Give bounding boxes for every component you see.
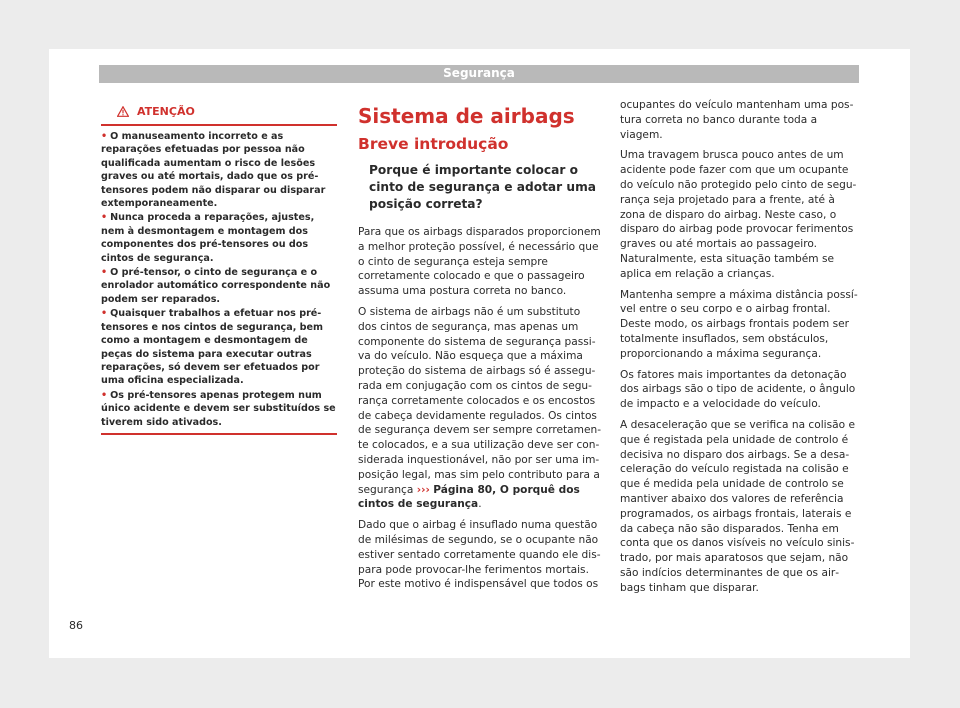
paragraph: ocupantes do veículo mantenham uma postura correta no banco durante toda a viagem.: [620, 99, 854, 141]
bullet-icon: •: [101, 389, 108, 401]
cross-reference-link[interactable]: Página 80, O porquê dos cintos de segurança: [358, 483, 580, 511]
warning-item: • Quaisquer trabalhos a efetuar nos pré-tensores e nos cintos de segurança, bem como a montagem e desmontagem de peças do sistema para executar outras reparações, só devem ser efetuados por uma oficina especializada.: [101, 308, 324, 387]
question-heading: Porque é importante colocar o cinto de segurança e adotar uma posição correta?: [369, 163, 597, 211]
article-column-1: [358, 104, 602, 598]
paragraph: Mantenha sempre a máxima distância possível entre o seu corpo e o airbag frontal. Deste modo, os airbags frontais podem ser totalmente insuflados, sem obstáculos, proporcionando a máxima segurança.: [620, 288, 858, 360]
warning-title: ATENÇÃO: [137, 104, 195, 118]
warning-list: [101, 130, 337, 429]
warning-item: • Nunca proceda a reparações, ajustes, nem à desmontagem e montagem dos componentes dos pré-tensores ou dos cintos de segurança.: [101, 212, 315, 264]
warning-top-rule: [101, 124, 337, 126]
bullet-icon: •: [101, 212, 108, 224]
paragraph: A desaceleração que se verifica na colisão e que é registada pela unidade de controlo é decisiva no disparo dos airbags. Se a desaceleração do veículo registada na colisão e que é medida pela unidade de controlo se mantiver abaixo dos valores de referência programados, os airbags frontais, laterais e da cabeça não são disparados. Tenha em conta que os danos visíveis no veículo sinistrado, por mais aparatosos que sejam, não são indícios determinantes de que os airbags tinham que disparar.: [620, 418, 855, 594]
paragraph: Para que os airbags disparados proporcionem a melhor proteção possível, é necessário que o cinto de segurança esteja sempre corretamente colocado e que o passageiro assuma uma postura correta no banco.: [358, 226, 601, 298]
header-rule: [99, 82, 859, 83]
warning-triangle-icon: [117, 106, 129, 117]
warning-bottom-rule: [101, 433, 337, 435]
section-subtitle: Breve introdução: [358, 135, 509, 153]
bullet-icon: •: [101, 308, 108, 320]
section-header: Segurança: [99, 65, 859, 82]
paragraph: Dado que o airbag é insuflado numa questão de milésimas de segundo, se o ocupante não estiver sentado corretamente quando ele dispara pode provocar-lhe ferimentos mortais. Por este motivo é indispensável que todos os: [358, 519, 601, 591]
page-number: 86: [69, 619, 83, 632]
page-title: Sistema de airbags: [358, 104, 575, 128]
bullet-icon: •: [101, 131, 108, 142]
cross-reference-arrow-icon: ›››: [416, 483, 430, 496]
paragraph-with-reference: O sistema de airbags não é um substituto dos cintos de segurança, mas apenas um componente do sistema de segurança passiva do veículo. Não esqueça que a máxima proteção do sistema de airbags só é assegurada em conjugação com os cintos de segurança corretamente colocados e os encostos de cabeça devidamente regulados. Os cintos de segurança devem ser sempre corretamente colocados, e a sua utilização deve ser considerada inquestionável, não por ser uma imposição legal, mas sim pelo contributo para a segurança ››› Página 80, O porquê dos cintos de segurança.: [358, 305, 602, 511]
warning-item: • O manuseamento incorreto e as reparações efetuadas por pessoa não qualificada aumentam o risco de lesões graves ou até mortais, dado que os pré-tensores podem não disparar ou disparar extemporaneamente.: [101, 131, 326, 210]
warning-heading: [117, 104, 337, 118]
warning-item: • O pré-tensor, o cinto de segurança e o enrolador automático correspondente não podem ser reparados.: [101, 267, 331, 305]
warning-item: • Os pré-tensores apenas protegem num único acidente e devem ser substituídos se tiverem sido ativados.: [101, 389, 336, 428]
article-column-2: [620, 98, 860, 602]
warning-box: [101, 104, 337, 435]
paragraph: Os fatores mais importantes da detonação dos airbags são o tipo de acidente, o ângulo de impacto e a velocidade do veículo.: [620, 368, 856, 411]
paragraph: Uma travagem brusca pouco antes de um acidente pode fazer com que um ocupante do veículo não protegido pelo cinto de segurança seja projetado para a frente, até à zona de disparo do airbag. Neste caso, o disparo do airbag pode provocar ferimentos graves ou até mortais ao passageiro. Naturalmente, esta situação também se aplica em relação a crianças.: [620, 149, 857, 280]
manual-page: [49, 49, 910, 658]
bullet-icon: •: [101, 267, 108, 279]
